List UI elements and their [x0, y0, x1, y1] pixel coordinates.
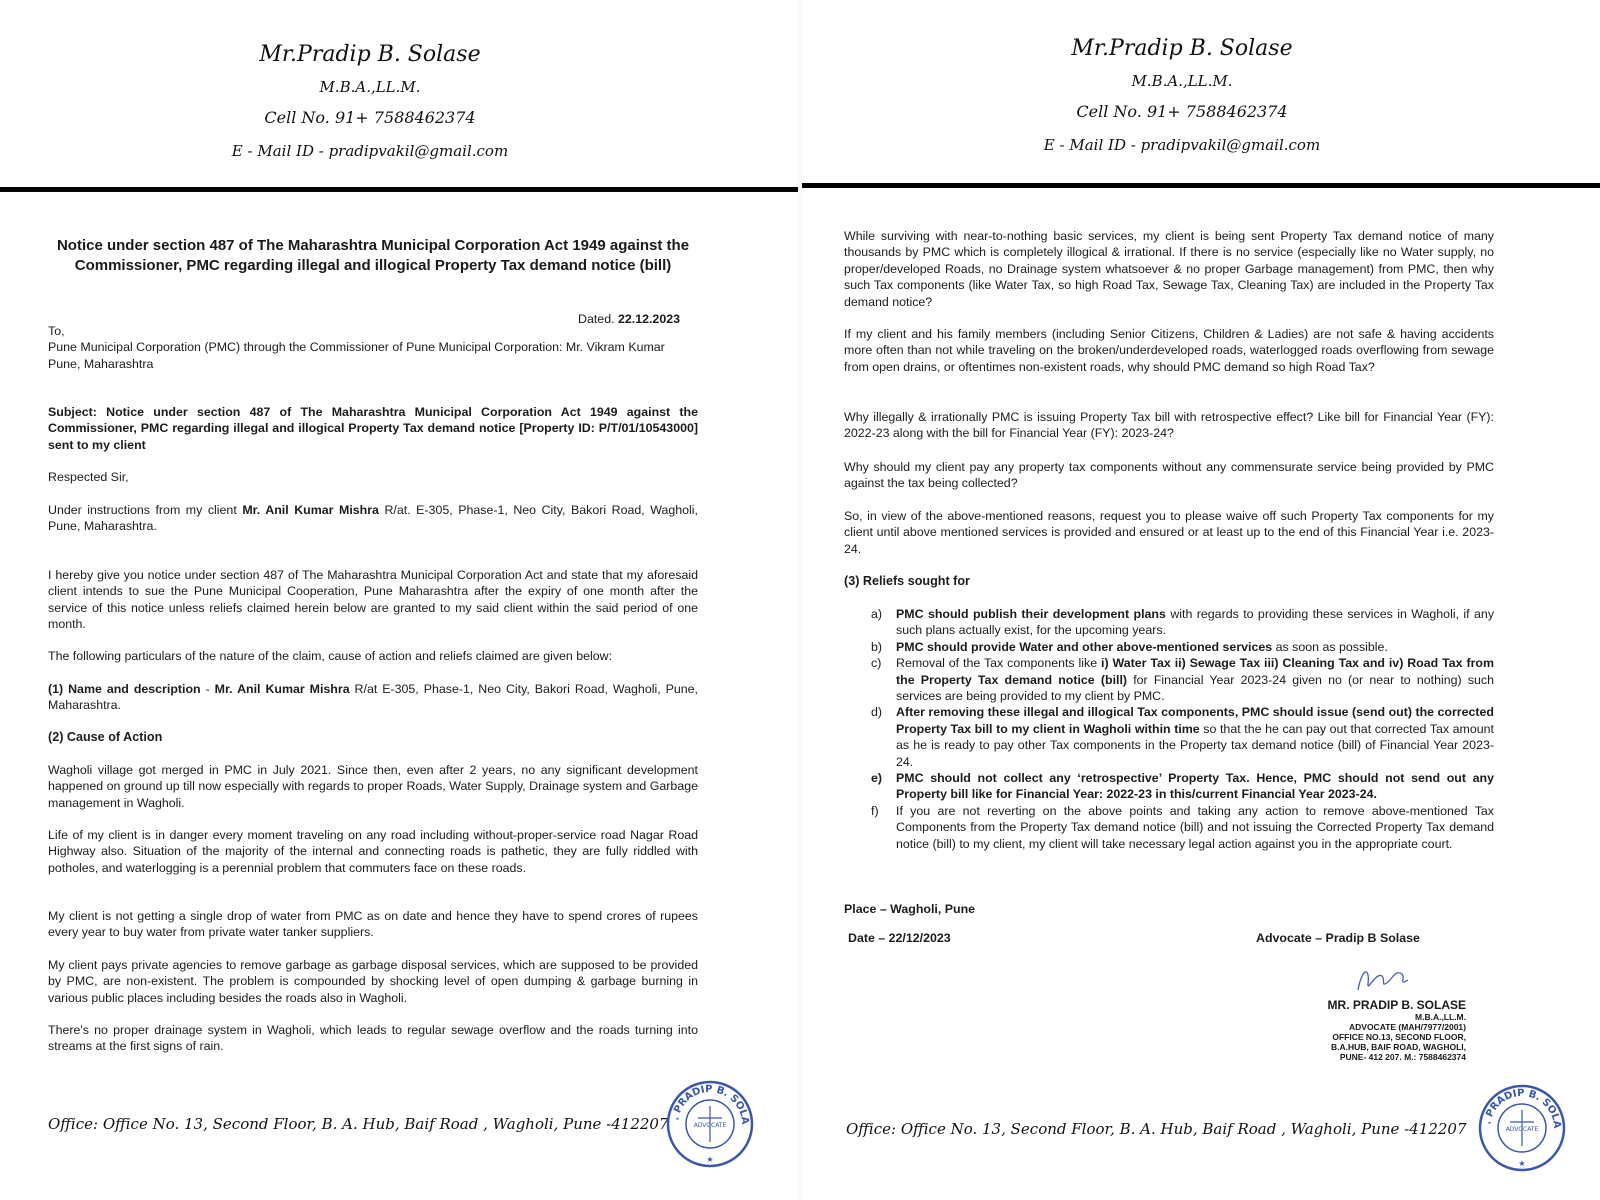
to-label: To, [48, 324, 65, 338]
letterhead [992, 36, 1372, 154]
relief-d-marker: d) [871, 705, 883, 720]
relief-a-bold: PMC should publish their development plans [896, 607, 1166, 621]
advocate-stamp [1296, 998, 1466, 1062]
relief-a [844, 606, 1494, 639]
right-para-2-text: If my client and his family members (including Senior Citizens, Children & Ladies) are not safe & having accidents more often than not while traveling on the broken/underdeveloped roads, waterlogged roads overflowing from sewage from open drains, or oftentimes non-existent roads, why should PMC demand so high Road Tax? [844, 327, 1494, 374]
letterhead-name: Mr.Pradip B. Solase [259, 42, 481, 67]
relief-d-rest: so that the he can pay out that corrected Tax amount as he is ready to pay other Tax components in the Property tax demand notice (bill) of Financial Year 2023-24. [896, 721, 1494, 769]
letterhead-qualification: M.B.A.,LL.M. [319, 78, 421, 96]
cause-para-5-text: There's no proper drainage system in Wagholi, which leads to regular sewage overflow and the roads turning into streams at the first signs of rain. [48, 1023, 698, 1054]
cause-para-4-text: My client pays private agencies to remove garbage as garbage disposal services, which are supposed to be provided by PMC, are non-existent. The problem is compounded by shocking level of open dumping & garbage burning in various public places including besides the roads also in Wagholi. [48, 958, 698, 1005]
right-para-4-text: Why should my client pay any property tax components without any commensurate service being provided by PMC against the tax being collected? [844, 460, 1494, 491]
cause-para-3 [48, 908, 698, 941]
relief-c-bold: i) Water Tax ii) Sewage Tax iii) Cleaning Tax and iv) Road Tax from the Property Tax demand notice (bill) [896, 656, 1494, 687]
cause-para-3-text: My client is not getting a single drop of water from PMC as on date and hence they have to spend crores of rupees every year to buy water from private water tanker suppliers. [48, 909, 698, 940]
date-line: Date – 22/12/2023 [848, 931, 951, 945]
relief-c-pre: Removal of the Tax components like [896, 656, 1102, 671]
relief-e-marker: e) [871, 771, 883, 786]
right-para-4 [844, 459, 1494, 492]
letterhead-cell: Cell No. 91+ 7588462374 [1076, 102, 1288, 121]
relief-a-rest: with regards to providing these services in Wagholi, if any such plans actually exist, for the upcoming years. [896, 607, 1495, 638]
right-para-2 [844, 326, 1494, 375]
seal-icon [664, 1078, 756, 1170]
relief-f-rest: If you are not reverting on the above points and taking any action to remove above-mentioned Tax Components from the Property Tax demand notice (bill) and not issuing the Corrected Property Tax demand notice (bill) to my client, my client will take necessary legal action against you in the appropriate court. [896, 803, 1494, 851]
client-name: Mr. Anil Kumar Mishra [242, 503, 379, 517]
relief-c-rest: for Financial Year 2023-24 given no (or near to nothing) such services are being provided to my client by PMC. [896, 672, 1495, 704]
instr-post: R/at. E-305, Phase-1, Neo City, Bakori Road, Wagholi, Pune, Maharashtra. [48, 503, 698, 534]
relief-c [844, 655, 1494, 704]
stamp-advocate: ADVOCATE (MAH/7977/2001) [1349, 1022, 1466, 1032]
letterhead-name: Mr.Pradip B. Solase [1071, 36, 1293, 61]
relief-a-marker: a) [871, 607, 883, 621]
place-line: Place – Wagholi, Pune [844, 902, 976, 916]
particulars-text: The following particulars of the nature of the claim, cause of action and reliefs claimed are given below: [48, 649, 613, 663]
instr-pre: Under instructions from my client [48, 503, 243, 517]
office-footer: Office: Office No. 13, Second Floor, B. A. Hub, Baif Road , Wagholi, Pune -412207 [846, 1120, 1467, 1138]
dated-value: 22.12.2023 [617, 312, 680, 326]
relief-c-marker: c) [871, 656, 882, 671]
cause-para-1-text: Wagholi village got merged in PMC in July 2021. Since then, even after 2 years, no any significant development happened on ground up till now especially with regards to proper Roads, Water Supply, Drainage system and Garbage management in Wagholi. [48, 763, 698, 810]
svg-text:★: ★ [706, 1155, 714, 1164]
right-para-1 [844, 228, 1494, 310]
addressee-city: Pune, Maharashtra [48, 356, 154, 371]
right-para-1-text: While surviving with near-to-nothing basic services, my client is being sent Property Tax demand notice of many thousands by PMC which is completely illogical & irrational. If there is no service (especially like no Water supply, no proper/developed Roads, no Drainage system whatsoever & no proper Garbage management) from PMC, then why such Tax components (like Water Tax, so high Road Tax, Sewage Tax, Cleaning Tax) are included in the Property Tax demand notice? [844, 229, 1494, 309]
right-para-5 [844, 508, 1494, 557]
salutation: Respected Sir, [48, 470, 129, 484]
seal-center: ADVOCATE [1505, 1126, 1539, 1133]
reliefs-list [844, 606, 1494, 852]
subject-text: Notice under section 487 of The Maharashtra Municipal Corporation Act 1949 against the Commissioner, PMC regarding illegal and illogical Property Tax demand notice [Property ID: P/T/01/10543000] sent to my client [48, 405, 699, 452]
stamp-name: MR. PRADIP B. SOLASE [1327, 998, 1466, 1012]
relief-b [844, 639, 1494, 655]
advocate-seal [664, 1078, 756, 1175]
advocate-seal [1476, 1082, 1568, 1179]
s1-label: (1) Name and description [48, 682, 201, 696]
cause-para-4 [48, 957, 698, 1006]
stamp-office-3: PUNE- 412 207. M.: 7588462374 [1339, 1052, 1466, 1062]
letterhead-email: E - Mail ID - pradipvakil@gmail.com [1043, 136, 1321, 154]
seal-center: ADVOCATE [693, 1122, 727, 1129]
right-para-3 [844, 409, 1494, 442]
letterhead-cell: Cell No. 91+ 7588462374 [264, 108, 476, 127]
relief-b-bold: PMC should provide Water and other above-mentioned services [896, 639, 1273, 654]
letterhead-rule [802, 183, 1600, 188]
particulars-para [48, 648, 698, 664]
right-para-3-text: Why illegally & irrationally PMC is issuing Property Tax bill with retrospective effect? Like bill for Financial Year (FY): 2022-23 along with the bill for Financial Year (FY): 2023-24? [844, 410, 1494, 441]
relief-f-marker: f) [871, 803, 879, 818]
notice-para [48, 567, 698, 633]
notice-page-2 [802, 0, 1600, 1200]
svg-text:★: ★ [1518, 1159, 1526, 1168]
letterhead-qualification: M.B.A.,LL.M. [1131, 72, 1233, 90]
relief-b-rest: as soon as possible. [1272, 639, 1388, 654]
s1-sep: - [200, 682, 215, 696]
letterhead-email: E - Mail ID - pradipvakil@gmail.com [231, 142, 509, 160]
subject-label: Subject [48, 405, 93, 419]
notice-page-1 [0, 0, 798, 1200]
cause-para-2-text: Life of my client is in danger every moment traveling on any road including without-proper-service road Nagar Road Highway also. Situation of the majority of the internal and connecting roads is pathetic, they are fully riddled with potholes, and waterlogging is a perennial problem that commuters face on these roads. [48, 828, 698, 875]
s1-name: Mr. Anil Kumar Mishra [214, 682, 350, 696]
stamp-office-2: B.A.HUB, BAIF ROAD, WAGHOLI, [1330, 1042, 1466, 1052]
dated-label: Dated. [578, 312, 615, 326]
instructions-para [48, 502, 698, 535]
section-name-description [48, 681, 698, 714]
letterhead-rule [0, 187, 798, 192]
advocate-line: Advocate – Pradip B Solase [1256, 931, 1420, 945]
letterhead [200, 42, 540, 160]
subject-block: Subject: Notice under section 487 of The Maharashtra Municipal Corporation Act 1949 against the Commissioner, PMC regarding illegal and illogical Property Tax demand notice [Property ID: P/T/01/10543000] sent to my client [48, 405, 699, 452]
seal-text: . PRADIP B. SOLA [670, 1083, 751, 1125]
addressee-block [48, 323, 698, 372]
stamp-qualification: M.B.A.,LL.M. [1415, 1012, 1466, 1022]
signature-icon [1352, 962, 1412, 1003]
cause-para-2 [48, 827, 698, 876]
seal-text: . PRADIP B. SOLA [1482, 1087, 1563, 1129]
relief-e-bold: PMC should not collect any ‘retrospective’ Property Tax. Hence, PMC should not send out any Property bill like for Financial Year: 2022-23 in this/current Financial Year 2023-24. [896, 771, 1494, 802]
addressee: Pune Municipal Corporation (PMC) through the Commissioner of Pune Municipal Corporation: Mr. Vikram Kumar [48, 340, 665, 355]
stamp-office-1: OFFICE NO.13, SECOND FLOOR, [1332, 1032, 1466, 1042]
office-footer: Office: Office No. 13, Second Floor, B. A. Hub, Baif Road , Wagholi, Pune -412207 [48, 1115, 669, 1133]
notice-title: Notice under section 487 of The Maharashtra Municipal Corporation Act 1949 against the Commissioner, PMC regarding illegal and illogical Property Tax demand notice (bill) [56, 237, 690, 274]
relief-b-marker: b) [871, 639, 883, 654]
cause-of-action-heading: (2) Cause of Action [48, 730, 163, 744]
relief-e [844, 770, 1494, 803]
cause-para-5 [48, 1022, 698, 1055]
cause-para-1 [48, 762, 698, 811]
reliefs-heading: (3) Reliefs sought for [844, 574, 970, 588]
notice-para-text: I hereby give you notice under section 487 of The Maharashtra Municipal Corporation Act and state that my aforesaid client intends to sue the Pune Municipal Cooperation, Pune Maharashtra after the expiry of one month after the service of this notice unless reliefs claimed herein below are granted to my said client within the said period of one month. [48, 568, 698, 632]
seal-icon [1476, 1082, 1568, 1174]
relief-d [844, 704, 1494, 770]
right-para-5-text: So, in view of the above-mentioned reasons, request you to please waive off such Property Tax components for my client until above mentioned services is provided and ensured or at least up to the end of this Financial Year i.e. 2023-24. [844, 509, 1494, 556]
relief-d-bold: After removing these illegal and illogical Tax components, PMC should issue (send out) the corrected Property Tax bill to my client in Wagholi within time [896, 705, 1494, 736]
s1-addr: R/at E-305, Phase-1, Neo City, Bakori Road, Wagholi, Pune, Maharashtra. [48, 682, 699, 713]
relief-f [844, 803, 1494, 852]
